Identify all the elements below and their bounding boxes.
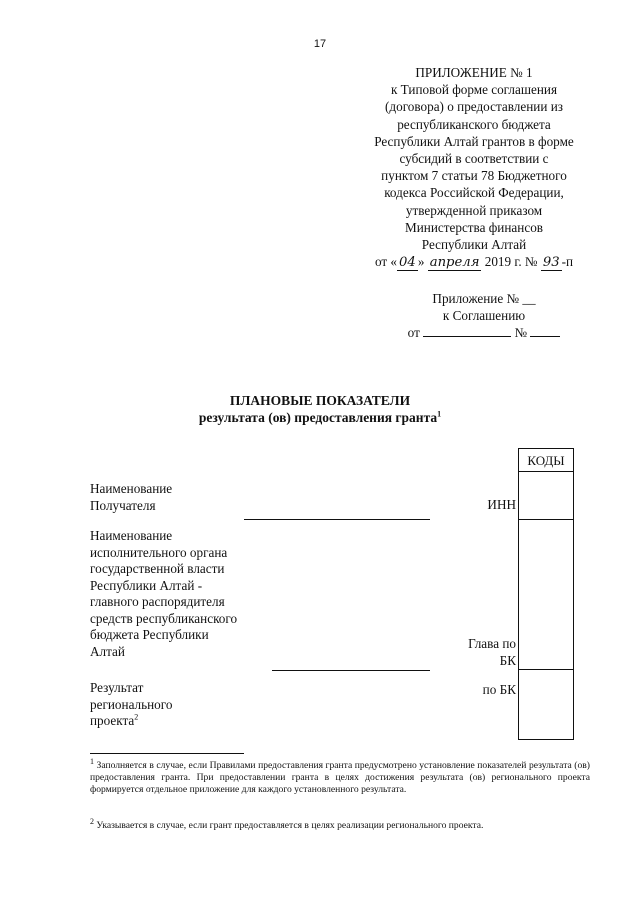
recipient-input-line[interactable] [244,519,430,520]
appendix-1-line: Республики Алтай грантов в форме [374,133,574,149]
codes-header: КОДЫ [518,448,574,472]
footnote-separator [90,753,244,754]
handwritten-month: апреля [429,255,480,271]
appendix-1-line: утвержденной приказом [405,202,543,218]
appendix-1-line: кодекса Российской Федерации, [384,185,564,201]
project-bk-code-cell[interactable] [518,670,574,740]
document-title [0,392,640,426]
inn-label: ИНН [487,497,516,512]
appendix-1-line: (договора) о предоставлении из [385,99,563,115]
title-line-1: ПЛАНОВЫЕ ПОКАЗАТЕЛИ [229,393,411,408]
appendix-1-block [340,64,608,271]
appendix-1-line: республиканского бюджета [397,116,551,132]
title-line-2: результата (ов) предоставления гранта$^1$ [198,409,442,425]
authority-input-line[interactable] [272,670,430,671]
appendix-1-line: к Типовой форме соглашения [390,82,558,98]
page-number: 17 [313,38,327,50]
appendix-1-line: ПРИЛОЖЕНИЕ № 1 [415,65,533,80]
by-bk-label: по БК [482,682,516,697]
appendix-1-line: Республики Алтай [421,237,527,253]
appendix-2-title: Приложение № __ [432,291,536,306]
footnote-2: $^2$ Указывается в случае, если грант предоставляется в целях реализации регионального проекта. [90,816,484,831]
recipient-label: Наименование Получателя [90,481,173,513]
authority-label: Наименование исполнительного органа государственной власти Республики Алтай - главного распорядителя средств республиканского бюджета Республики Алтай [90,528,238,659]
chapter-bk-label: Глава по БК [468,636,516,668]
order-date-line: от « 04 » апреля 2019 г. № 93 -п [374,254,574,271]
date-blank[interactable] [423,325,511,337]
appendix-1-line: Министерства финансов [404,219,544,235]
appendix-2-subtitle: к Соглашению [442,308,526,324]
footnote-1: $^1$ Заполняется в случае, если Правилами предоставления гранта предусмотрено установление показателей результата (ов) предоставления гранта. При предоставлении гранта в целях достижения результата (ов) регионального проекта формируется отдельное приложение для каждого установленного результата. [90,756,590,795]
appendix-2-block [380,290,588,342]
number-blank[interactable] [530,325,560,337]
chapter-bk-code-cell[interactable] [518,520,574,670]
appendix-1-line: субсидий в соответствии с [399,151,549,167]
appendix-1-line: пунктом 7 статьи 78 Бюджетного [381,168,567,184]
agreement-date-line: от № [380,324,588,341]
handwritten-order-number: 93 [542,255,560,271]
handwritten-day: 04 [399,255,416,271]
inn-code-cell[interactable] [518,472,574,520]
project-label: Результат регионального проекта$^2$ [90,680,173,728]
